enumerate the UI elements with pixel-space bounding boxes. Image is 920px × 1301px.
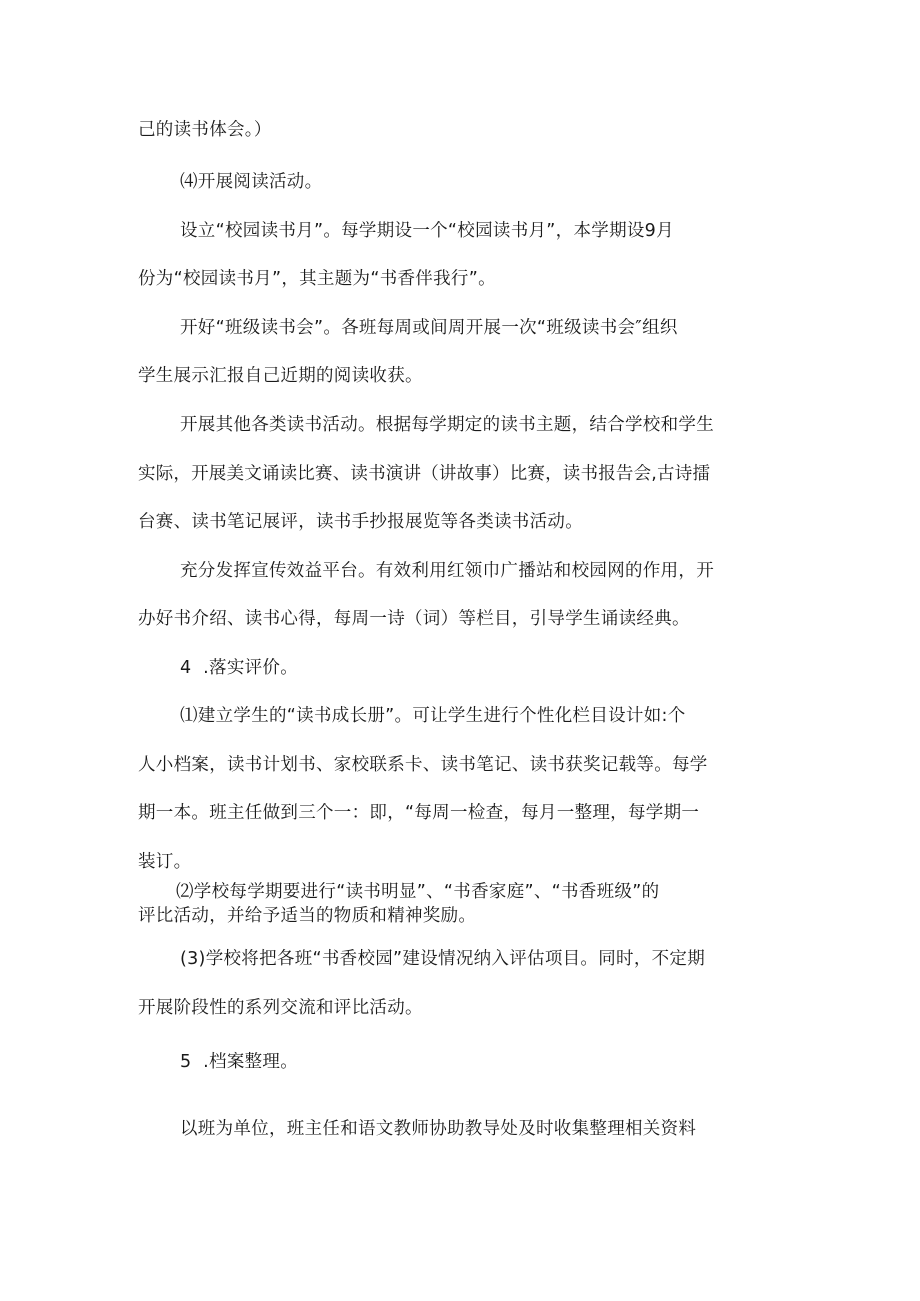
paragraph-line: (3)学校将把各班“书香校园”建设情况纳入评估项目。同时，不定期 — [180, 949, 706, 969]
paragraph-line: 人小档案，读书计划书、家校联系卡、读书笔记、读书获奖记载等。每学 — [138, 755, 708, 775]
paragraph-line: 装订。 — [138, 852, 192, 872]
section-heading: 5 .档案整理。 — [180, 1052, 299, 1072]
paragraph-line: 学生展示汇报自己近期的阅读收获。 — [138, 366, 423, 386]
paragraph-line: 开展阶段性的系列交流和评比活动。 — [138, 998, 423, 1018]
paragraph-line: 以班为单位，班主任和语文教师协助教导处及时收集整理相关资料 — [180, 1119, 697, 1139]
paragraph-line: 实际，开展美文诵读比赛、读书演讲（讲故事）比赛，读书报告会,古诗擂 — [138, 464, 711, 484]
section-heading: 4 .落实评价。 — [180, 658, 299, 678]
paragraph-line: ⑴建立学生的“读书成长册”。可让学生进行个性化栏目设计如:个 — [180, 706, 686, 726]
paragraph-line: 充分发挥宣传效益平台。有效利用红领巾广播站和校园网的作用，开 — [180, 561, 714, 581]
paragraph-line: 己的读书体会。） — [138, 120, 272, 140]
paragraph-line: 期一本。班主任做到三个一：即，“每周一检查，每月一整理，每学期一 — [138, 803, 700, 823]
paragraph-line: 台赛、读书笔记展评，读书手抄报展览等各类读书活动。 — [138, 512, 583, 532]
paragraph-line: 开好“班级读书会”。各班每周或间周开展一次“班级读书会″组织 — [180, 318, 678, 338]
paragraph-line: 开展其他各类读书活动。根据每学期定的读书主题，结合学校和学生 — [180, 415, 714, 435]
paragraph-line: 办好书介绍、读书心得，每周一诗（词）等栏目，引导学生诵读经典。 — [138, 609, 690, 629]
paragraph-line: 份为“校园读书月”，其主题为“书香伴我行”。 — [138, 269, 496, 289]
paragraph-line: 评比活动，并给予适当的物质和精神奖励。 — [138, 906, 477, 926]
paragraph-line: 设立“校园读书月”。每学期设一个“校园读书月”，本学期设9月 — [180, 221, 674, 241]
paragraph-line: ⑵学校每学期要进行“读书明显”、“书香家庭”、“书香班级”的 — [176, 882, 660, 902]
section-heading: ⑷开展阅读活动。 — [180, 172, 323, 192]
